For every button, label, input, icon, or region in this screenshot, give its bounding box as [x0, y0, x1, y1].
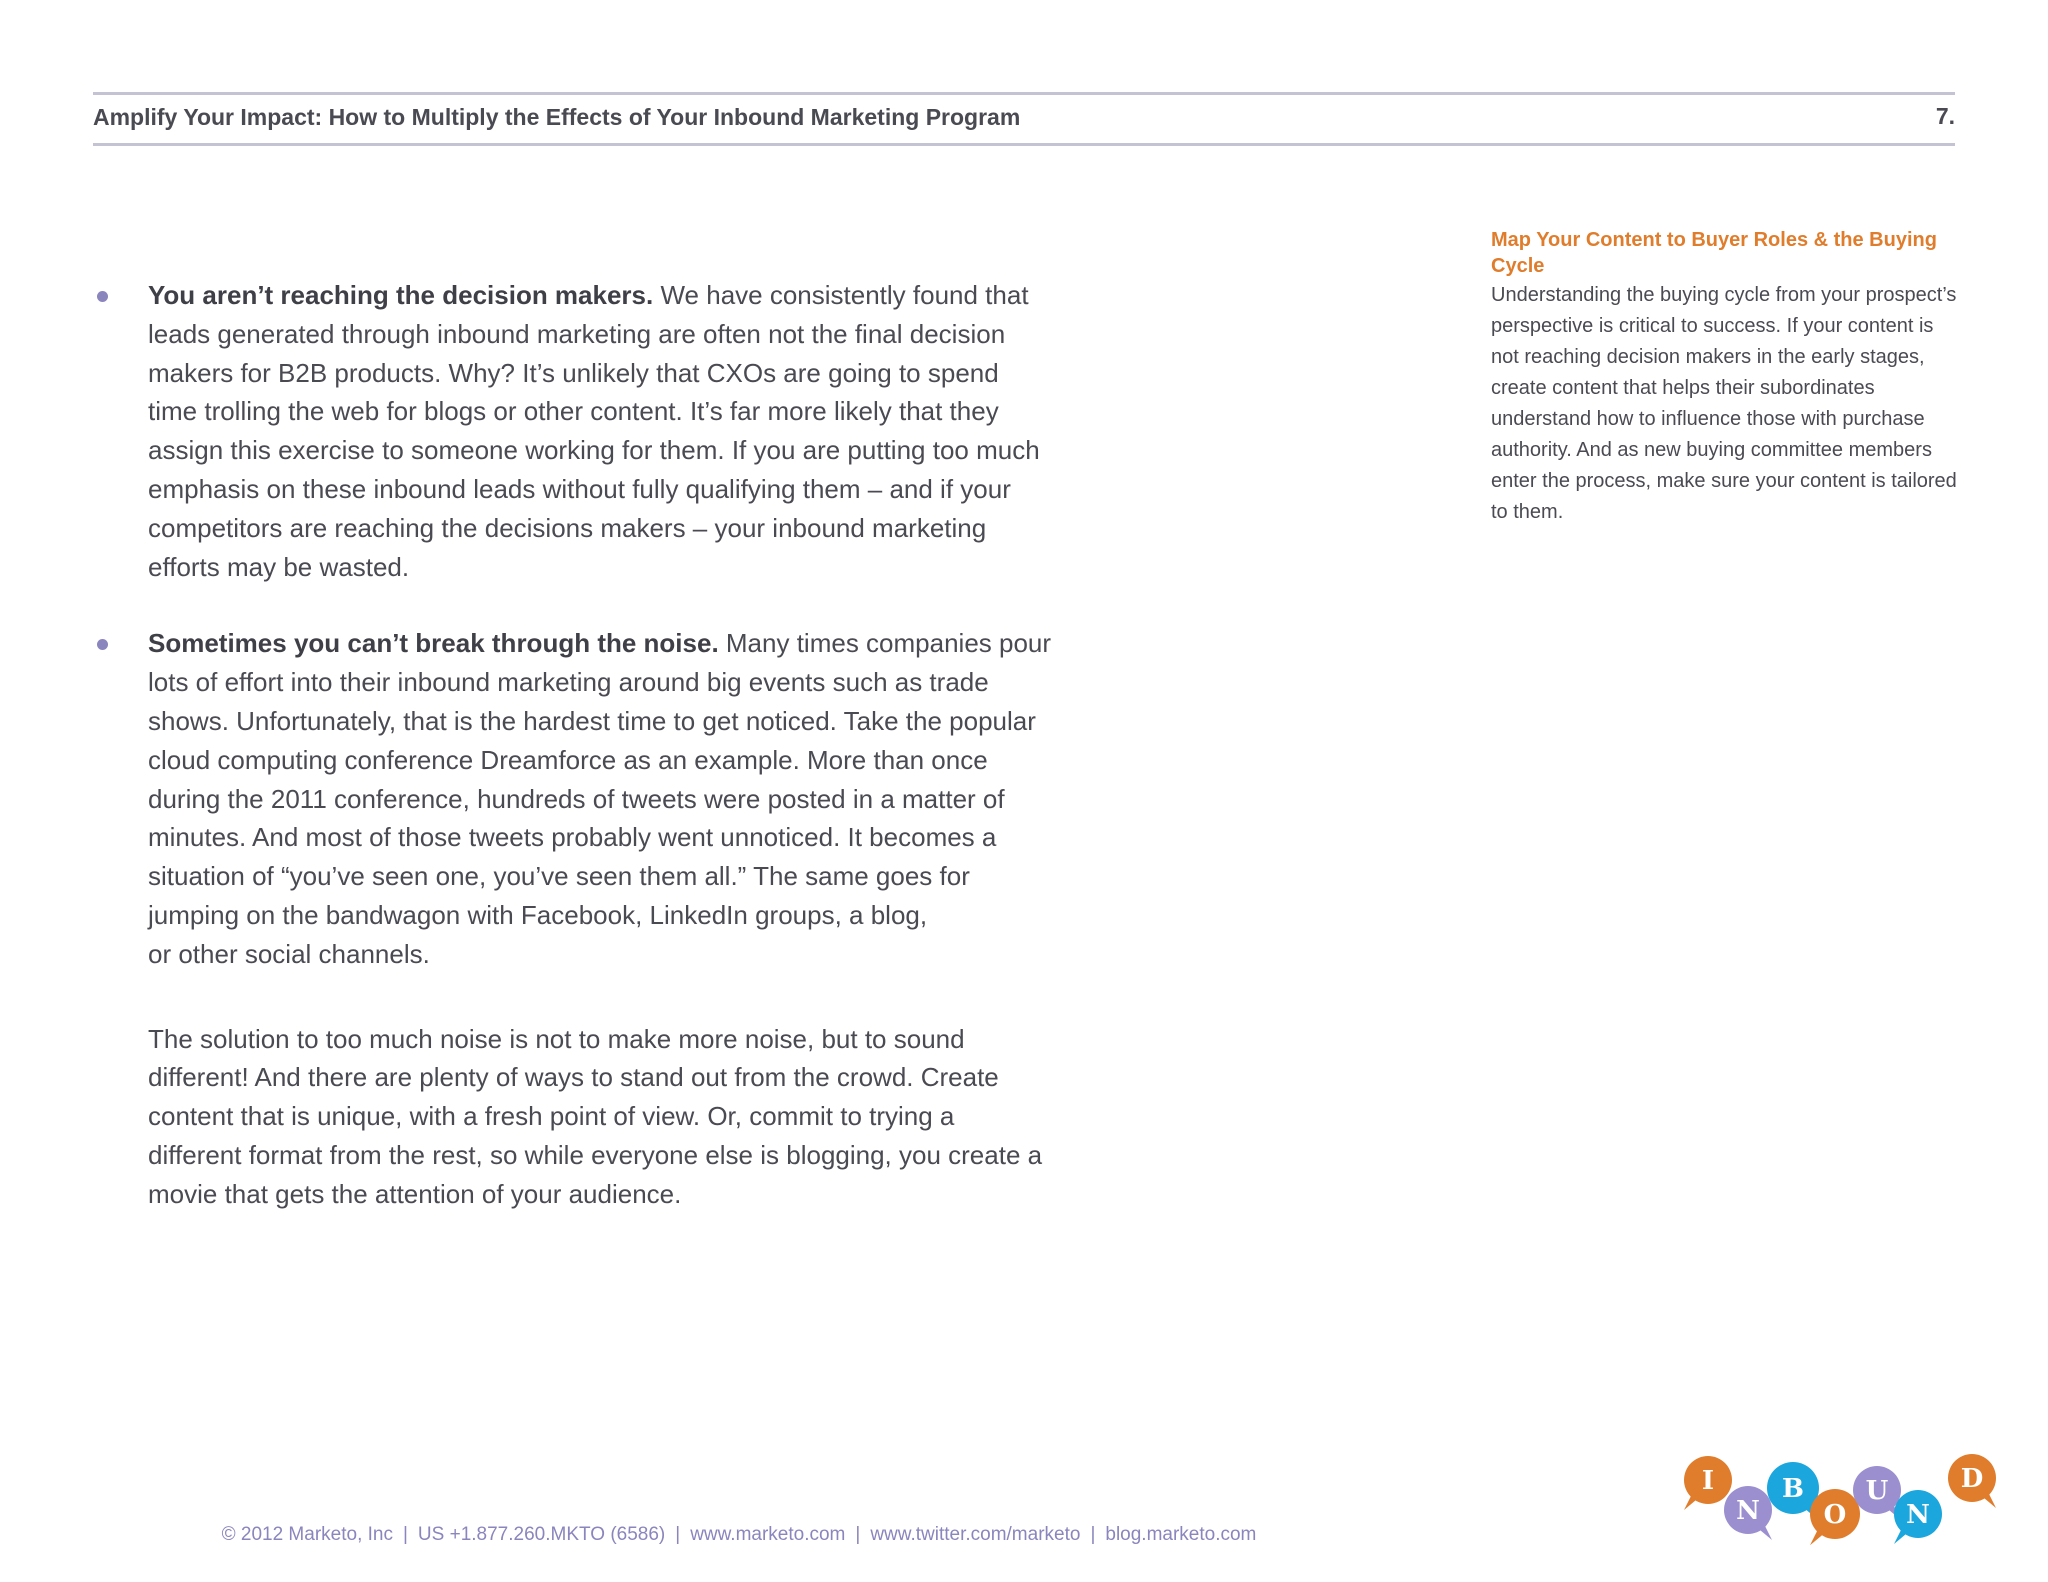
footer-copyright: © 2012 Marketo, Inc	[221, 1524, 393, 1545]
logo-bubble-n-1	[1724, 1486, 1772, 1540]
bullet-text-last-line: or other social channels.	[148, 938, 430, 969]
logo-bubble-d-6	[1948, 1454, 1996, 1508]
solution-text: The solution to too much noise is not to make more noise, but to sound different! And there are plenty of ways to stand out from the crowd. Create content that is unique, with a fresh point of view. Or, commit to trying a different format from the rest, so while everyone else is blogging, you create a movie that gets the attention of your audience.	[148, 1023, 1043, 1209]
bullet-lead: You aren’t reaching the decision makers.	[148, 280, 654, 310]
logo-bubble-o-3	[1810, 1489, 1860, 1545]
bullet-paragraph	[148, 276, 1053, 586]
footer-website-link[interactable]: www.marketo.com	[690, 1524, 846, 1545]
document-title: Amplify Your Impact: How to Multiply the Effects of Your Inbound Marketing Program	[93, 104, 1021, 130]
logo-letter: U	[1865, 1476, 1889, 1506]
bullet-dot-icon	[97, 291, 108, 302]
sidebar-title: Map Your Content to Buyer Roles & the Buying Cycle	[1491, 229, 1937, 277]
logo-bubble-n-5	[1894, 1490, 1942, 1544]
main-content	[93, 276, 1053, 1214]
sidebar-callout	[1491, 227, 1961, 528]
logo-bubble-i-0	[1684, 1456, 1732, 1510]
bullet-text: Many times companies pour lots of effort into their inbound marketing around big events such as trade shows. Unfortunately, that is the hardest time to get noticed. Take the popular cloud computing conference Dreamforce as an example. More than once during the 2011 conference, hundreds of tweets were posted in a matter of minutes. And most of those tweets probably went unnoticed. It becomes a situation of “you’ve seen one, you’ve seen them all.” The same goes for jumping on the bandwagon with Facebook, LinkedIn groups, a blog,	[148, 628, 1052, 930]
logo-letter: N	[1906, 1500, 1930, 1530]
inbound-logo	[1680, 1450, 2010, 1560]
footer-separator: |	[1090, 1524, 1096, 1545]
header-rule-top	[93, 92, 1955, 95]
logo-bubble-u-4	[1853, 1466, 1901, 1520]
logo-letter: D	[1960, 1464, 1984, 1494]
footer-separator: |	[675, 1524, 681, 1545]
bullet-item-decision-makers	[93, 276, 1053, 586]
logo-letter: O	[1823, 1500, 1847, 1530]
footer-separator: |	[855, 1524, 861, 1545]
bullet-lead: Sometimes you can’t break through the noise.	[148, 628, 719, 659]
sidebar-body: Understanding the buying cycle from your prospect’s perspective is critical to success. If your content is not reaching decision makers in the early stages, create content that helps their subordinates understand how to influence those with purchase authority. And as new buying committee members enter the process, make sure your content is tailored to them.	[1491, 284, 1957, 523]
footer-twitter-link[interactable]: www.twitter.com/marketo	[870, 1524, 1081, 1545]
footer-separator: |	[402, 1524, 408, 1545]
footer-phone: US +1.877.260.MKTO (6586)	[417, 1524, 666, 1545]
footer-blog-link[interactable]: blog.marketo.com	[1105, 1524, 1257, 1545]
logo-letter: N	[1736, 1496, 1760, 1526]
bullet-dot-icon	[97, 639, 108, 650]
page-number: 7.	[1935, 103, 1955, 129]
logo-letter: B	[1782, 1474, 1804, 1504]
bullet-paragraph	[148, 624, 1053, 934]
bullet-item-noise	[93, 624, 1053, 973]
header-rule-bottom	[93, 143, 1955, 146]
bullet-text: We have consistently found that leads generated through inbound marketing are often not the final decision makers for B2B products. Why? It’s unlikely that CXOs are going to spend time trolling the web for blogs or other content. It’s far more likely that they assign this exercise to someone working for them. If you are putting too much emphasis on these inbound leads without fully qualifying them – and if your competitors are reaching the decisions makers – your inbound marketing efforts may be wasted.	[148, 280, 1040, 582]
solution-paragraph	[93, 1020, 1053, 1214]
logo-letter: I	[1701, 1466, 1715, 1496]
